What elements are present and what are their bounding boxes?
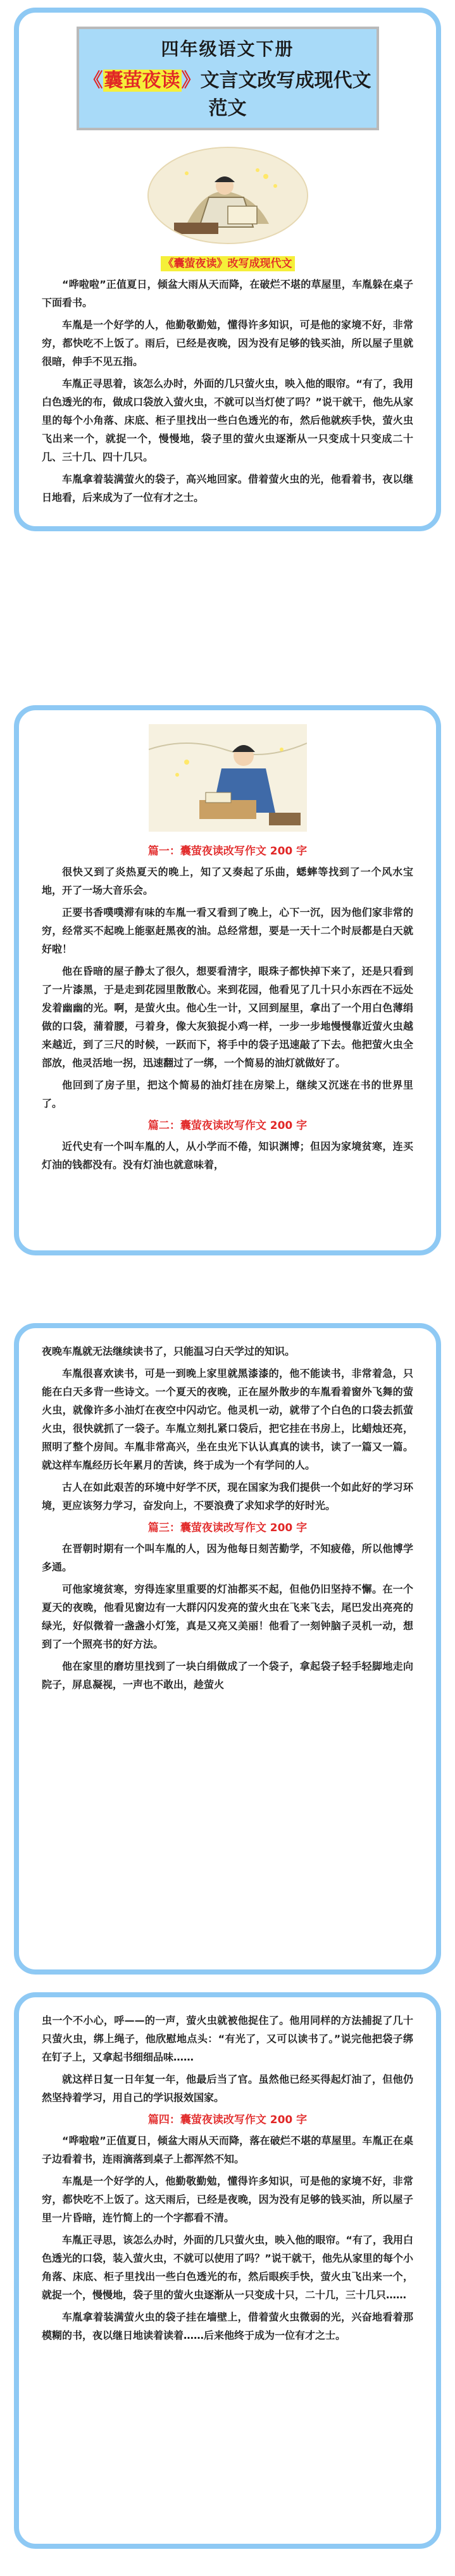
title-book-close: 》 [181, 70, 201, 92]
title-rest: 文言文改写成现代文范文 [200, 70, 371, 120]
title-box [77, 27, 379, 130]
paragraph: 在晋朝时期有一个叫车胤的人，因为他每日刻苦勤学，不知疲倦，所以他博学多通。 [42, 1543, 413, 1573]
paragraph: 车胤正寻思着，该怎么办时，外面的几只萤火虫，映入他的眼帘。“有了，我用白色透光的布，做成口袋放入萤火虫，不就可以当灯使了吗？”说干就干，他先从家里的每个小角落、床底、柜子里找出一些白色透光的布，然后他就疾手快，萤火虫飞出来一个，就捉一个，慢慢地，袋子里的萤火虫逐渐从一只变成十只变成二十几、三十几、四十几只。 [42, 378, 413, 463]
paragraph: 夜晚车胤就无法继续读书了，只能温习白天学过的知识。 [42, 1345, 296, 1357]
paragraph: 近代史有一个叫车胤的人，从小学而不倦，知识渊博；但因为家境贫寒，连买灯油的钱都没有。没有灯油也就意味着， [42, 1140, 413, 1171]
paragraph: 很快又到了炎热夏天的晚上，知了又奏起了乐曲，蟋蟀等找到了一个风水宝地，开了一场大音乐会。 [42, 866, 413, 896]
card4-heading: 篇四：囊萤夜读改写作文 200 字 [147, 2114, 308, 2126]
card2-heading1: 篇一：囊萤夜读改写作文 200 字 [147, 845, 308, 858]
card1-heading: 《囊萤夜读》改写成现代文 [42, 254, 413, 270]
title-main [79, 65, 377, 120]
illustration-scholar-fireflies [147, 147, 308, 244]
paragraph: 古人在如此艰苦的环境中好学不厌，现在国家为我们提供一个如此好的学习环境，更应该努力学习，奋发向上，不要浪费了求知求学的好时光。 [42, 1481, 413, 1512]
card-1 [14, 8, 441, 531]
paragraph: 可他家境贫寒，穷得连家里重要的灯油都买不起，但他仍旧坚持不懈。在一个夏天的夜晚，他看见窗边有一大群闪闪发亮的萤火虫在飞来飞去，尾巴发出亮亮的绿光，好似微着一盏盏小灯笼，真是又亮又美丽！他看了一刻钟脑子灵机一动，想到了一个照亮书的好方法。 [42, 1583, 413, 1650]
paragraph: 车胤拿着装满萤火的袋子，高兴地回家。借着萤火虫的光，他看着书，夜以继日地看，后来成为了一位有才之士。 [42, 473, 413, 503]
card-3 [14, 1323, 441, 1975]
card3-heading: 篇三：囊萤夜读改写作文 200 字 [147, 1522, 308, 1534]
paragraph: 他在家里的磨坊里找到了一块白绢做成了一个袋子，拿起袋子轻手轻脚地走向院子，屏息凝视，一声也不敢出，趁萤火 [42, 1660, 413, 1691]
card2-heading2: 篇二：囊萤夜读改写作文 200 字 [147, 1119, 308, 1132]
paragraph: 车胤是一个好学的人，他勤敬勤勉，懂得许多知识，可是他的家境不好，非常穷，都快吃不上饭了。雨后，已经是夜晚，因为没有足够的钱买油，所以屋子里就很暗，伸手不见五指。 [42, 319, 413, 367]
scholar-illustration-icon [149, 148, 307, 243]
card-4 [14, 1992, 441, 2549]
scholar-reading-icon [149, 724, 307, 832]
paragraph: 车胤是一个好学的人，他勤敬勤勉，懂得许多知识，可是他的家境不好，非常穷，都快吃不上饭了。这天雨后，已经是夜晚，因为没有足够的钱买油，所以屋子里一片昏暗，连竹简上的一个字都看不清。 [42, 2175, 413, 2224]
paragraph: 车胤很喜欢读书，可是一到晚上家里就黑漆漆的，他不能读书，非常着急，只能在白天多背一些诗文。一个夏天的夜晚，正在屋外散步的车胤看着窗外飞舞的萤火虫，就像许多小油灯在夜空中闪动它。他灵机一动，就带了个白色的口袋去抓萤火虫，很快就抓了一袋子。车胤立刻扎紧口袋后，把它挂在书房上，比蜡烛还亮，照明了整个房间。车胤非常高兴，坐在虫光下认认真真的读书，读了一篇又一篇。就这样车胤经历长年累月的苦读，终于成为一个有学问的人。 [42, 1367, 413, 1471]
paragraph: 车胤正寻思，该怎么办时，外面的几只萤火虫，映入他的眼帘。“有了，我用白色透光的口袋，装入萤火虫，不就可以使用了吗？”说干就干，他先从家里的每个小角落、床底、柜子里找出一些白色透光的布，然后眼疾手快，萤火虫飞出来一个，就捉一个，慢慢地，袋子里的萤火虫逐渐从一只变成十只，二十几，三十几只…… [42, 2234, 413, 2301]
paragraph: 正要书香噗噗滞有味的车胤一看又看到了晚上，心下一沉，因为他们家非常的穷，经常买不起晚上能驱赶黑夜的油。总经常想，要是一天十二个时辰都是白天就好啦！ [42, 906, 413, 955]
paragraph: “哗啦啦”正值夏日，倾盆大雨从天而降，在破烂不堪的草屋里，车胤躲在桌子下面看书。 [42, 278, 413, 309]
paragraph: 就这样日复一日年复一年，他最后当了官。虽然他已经买得起灯油了，但他仍然坚持着学习，用自己的学识报效国家。 [42, 2073, 413, 2104]
paragraph: 车胤拿着装满萤火虫的袋子挂在墙壁上，借着萤火虫微弱的光，兴奋地看着那模糊的书，夜以继日地读着读着……后来他终于成为一位有才之士。 [42, 2311, 413, 2341]
paragraph: 他在昏暗的屋子静太了很久，想要看清字，眼珠子都快掉下来了，还是只看到了一片漆黑，于是走到花园里散散心。来到花园，他看见了几十只小东西在不远处发着幽幽的光。啊，是萤火虫。他心生一计，又回到屋里，拿出了一个用白色薄绢做的口袋，蒲着腰，弓着身，像大灰狼捉小鸡一样，一步一步地慢慢靠近萤火虫越来越近，到了三尺的时候，一跃而下，将手中的袋子迅速敲了下去。他把萤火虫全部放，他灵活地一拐，迅速翻过了一绑，一个简易的油灯就做好了。 [42, 965, 413, 1069]
card-2 [14, 705, 441, 1255]
paragraph: 虫一个不小心，呼——的一声，萤火虫就被他捉住了。他用同样的方法捕捉了几十只萤火虫，绑上绳子，他欣慰地点头：“有光了，又可以读书了。”说完他把袋子绑在钉子上，又拿起书细细品味…… [42, 2014, 413, 2063]
illustration-scholar-reading [149, 724, 307, 832]
paragraph: 他回到了房子里，把这个简易的油灯挂在房梁上，继续又沉迷在书的世界里了。 [42, 1079, 413, 1109]
paragraph: “哗啦啦”正值夏日，倾盆大雨从天而降，落在破烂不堪的草屋里。车胤正在桌子边看着书，连雨滴落到桌子上都浑然不知。 [42, 2135, 413, 2165]
title-book-open: 《 [84, 70, 103, 92]
title-grade: 四年级语文下册 [161, 39, 294, 59]
title-book-name: 囊萤夜读 [104, 70, 180, 92]
